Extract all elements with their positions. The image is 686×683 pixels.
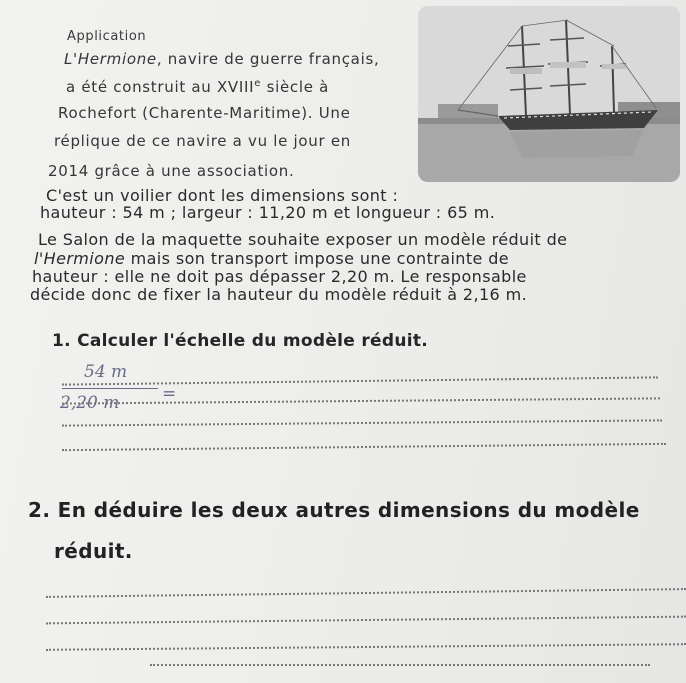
answer-line-2[interactable] xyxy=(62,397,660,404)
salon-line-3: hauteur : elle ne doit pas dépasser 2,20 m. Le responsable xyxy=(32,267,527,286)
question-2-line-1: 2. En déduire les deux autres dimensions du modèle xyxy=(28,498,640,522)
answer-line-3[interactable] xyxy=(62,419,662,426)
fraction-bar xyxy=(62,388,158,389)
intro-line-3: Rochefort (Charente-Maritime). Une xyxy=(58,104,351,122)
question-2-line-2: réduit. xyxy=(54,539,133,563)
intro-line-5: 2014 grâce à une association. xyxy=(48,162,295,180)
intro-line-4: réplique de ce navire a vu le jour en xyxy=(54,132,351,150)
salon-line-1: Le Salon de la maquette souhaite exposer un modèle réduit de xyxy=(38,230,568,249)
intro-line-1: L'Hermione, navire de guerre français, xyxy=(64,50,380,68)
section-title: Application xyxy=(67,29,147,44)
salon-line-4: décide donc de fixer la hauteur du modèle réduit à 2,16 m. xyxy=(30,285,528,304)
question-1: 1. Calculer l'échelle du modèle réduit. xyxy=(52,331,429,351)
ship-photo xyxy=(418,6,680,182)
answer-line-7[interactable] xyxy=(46,643,686,651)
dimensions-line-2: hauteur : 54 m ; largeur : 11,20 m et longueur : 65 m. xyxy=(40,203,496,222)
handwritten-equals: = xyxy=(162,384,177,404)
answer-line-8[interactable] xyxy=(150,664,650,666)
answer-line-5[interactable] xyxy=(46,588,686,598)
dimensions-line-1: C'est un voilier dont les dimensions sont : xyxy=(46,186,399,205)
sailing-ship-icon xyxy=(418,6,680,182)
handwritten-denominator: 2,20 m xyxy=(60,393,120,413)
answer-line-4[interactable] xyxy=(62,443,666,451)
answer-line-1[interactable] xyxy=(62,376,658,385)
answer-line-6[interactable] xyxy=(46,616,686,625)
salon-line-2: l'Hermione mais son transport impose une contrainte de xyxy=(34,249,510,268)
intro-line-2: a été construit au XVIIIe siècle à xyxy=(66,78,330,96)
handwritten-numerator: 54 m xyxy=(84,362,128,382)
